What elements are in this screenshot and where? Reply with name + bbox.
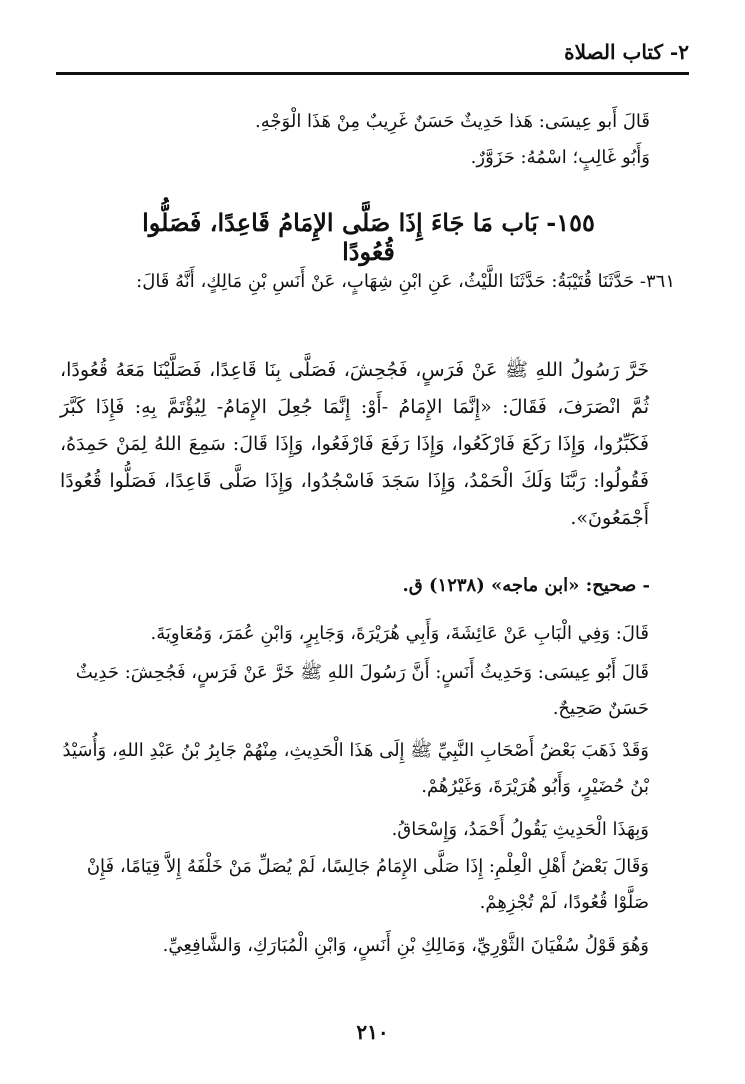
commentary-para-1: قَالَ: وَفِي الْبَابِ عَنْ عَائِشَةَ، وَأَبِي هُرَيْرَةَ، وَجَابِرٍ، وَابْنِ عُمَرَ، وَمُعَاوِيَةَ. — [150, 623, 649, 644]
commentary-para-3 — [60, 733, 675, 805]
commentary-para-6: وَهُوَ قَوْلُ سُفْيَانَ الثَّوْرِيِّ، وَمَالِكِ بْنِ أَنَسٍ، وَابْنِ الْمُبَارَكِ، وَالشَّافِعِيِّ. — [162, 935, 649, 956]
book-title: ٢- كتاب الصلاة — [564, 40, 689, 64]
matn-text: خَرَّ رَسُولُ اللهِ ﷺ عَنْ فَرَسٍ، فَجُحِشَ، فَصَلَّى بِنَا قَاعِدًا، فَصَلَّيْنَا مَعَهُ قُعُودًا، ثُمَّ انْصَرَفَ، فَقَالَ: «إِنَّمَا الإِمَامُ -أَوْ: إِنَّمَا جُعِلَ الإِمَامُ- لِيُؤْتَمَّ بِهِ: فَإِذَا كَبَّرَ فَكَبِّرُوا، وَإِذَا رَكَعَ فَارْكَعُوا، وَإِذَا رَفَعَ فَارْفَعُوا، وَإِذَا قَالَ: سَمِعَ اللهُ لِمَنْ حَمِدَهُ، فَقُولُوا: رَبَّنَا وَلَكَ الْحَمْدُ، وَإِذَا سَجَدَ فَاسْجُدُوا، وَإِذَا صَلَّى قَاعِدًا، فَصَلُّوا قُعُودًا أَجْمَعُونَ». — [60, 359, 649, 529]
page-number: ٢١٠ — [356, 1020, 389, 1044]
commentary-para-4: وَبِهَذَا الْحَدِيثِ يَقُولُ أَحْمَدُ، وَإِسْحَاقُ. — [391, 819, 649, 840]
chapter-heading: ١٥٥- بَاب مَا جَاءَ إِذَا صَلَّى الإِمَامُ قَاعِدًا، فَصَلُّوا قُعُودًا — [142, 208, 595, 266]
commentary-para-5-text: وَقَالَ بَعْضُ أَهْلِ الْعِلْمِ: إِذَا صَلَّى الإِمَامُ جَالِسًا، لَمْ يُصَلِّ مَنْ خَلْفَهُ إِلاَّ قِيَامًا، فَإِنْ صَلَّوْا قُعُودًا، لَمْ تُجْزِهِمْ. — [86, 856, 649, 913]
intro-line-2: وَأَبُو غَالِبٍ؛ اسْمُهُ: حَزَوَّرٌ. — [470, 147, 650, 168]
commentary-para-2-text: قَالَ أَبُو عِيسَى: وَحَدِيثُ أَنَسٍ: أَنَّ رَسُولَ اللهِ ﷺ خَرَّ عَنْ فَرَسٍ، فَجُحِشَ: حَدِيثٌ حَسَنٌ صَحِيحٌ. — [75, 662, 649, 719]
hadith-isnad — [60, 264, 675, 300]
isnad-text: ٣٦١- حَدَّثَنَا قُتَيْبَةُ: حَدَّثَنَا اللَّيْثُ، عَنِ ابْنِ شِهَابٍ، عَنْ أَنَسِ بْنِ مَالِكٍ، أَنَّهُ قَالَ: — [136, 271, 675, 292]
hadith-grade: - صحيح: «ابن ماجه» (١٢٣٨) ق. — [402, 575, 650, 596]
running-header — [56, 38, 689, 75]
commentary-para-2 — [60, 655, 675, 727]
commentary-para-3-text: وَقَدْ ذَهَبَ بَعْضُ أَصْحَابِ النَّبِيِّ ﷺ إِلَى هَذَا الْحَدِيثِ، مِنْهُمْ جَابِرُ بْنُ عَبْدِ اللهِ، وَأُسَيْدُ بْنُ حُضَيْرٍ، وَأَبُو هُرَيْرَةَ، وَغَيْرُهُمْ. — [62, 740, 649, 797]
intro-notes — [60, 104, 650, 176]
commentary-para-5 — [60, 849, 675, 921]
intro-line-1: قَالَ أَبو عِيسَى: هَذا حَدِيثٌ حَسَنٌ غَرِيبٌ مِنْ هَذَا الْوَجْهِ. — [255, 111, 650, 132]
hadith-matn — [60, 352, 675, 537]
